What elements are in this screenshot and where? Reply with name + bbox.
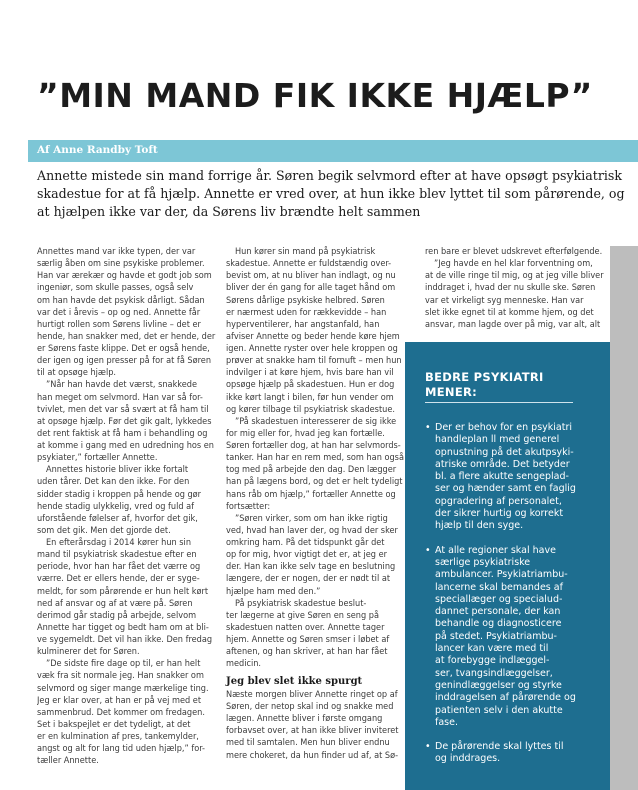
- fact-box: [405, 342, 610, 790]
- body-text-line: slet ikke egnet til at komme hjem, og det: [425, 307, 594, 318]
- body-text-line: ned af ansvar og af at være på. Søren: [37, 598, 193, 609]
- body-column-1: [37, 246, 237, 767]
- body-text-line: mand til psykiatrisk skadestue efter en: [37, 550, 197, 561]
- fact-box-item-line: genindlæggelser og styrke: [435, 679, 562, 691]
- fact-box-item-line: på stedet. Psykiatriambu-: [435, 630, 557, 642]
- body-text-line: mere chokeret, da hun finder ud af, at Sø-: [226, 750, 399, 761]
- body-text-line: omkring ham. På det tidspunkt går det: [226, 538, 385, 548]
- body-text-line: fortsætter:: [226, 501, 271, 512]
- fact-box-item-line: ser, tvangsindlæggelser,: [435, 667, 553, 679]
- body-text-line: medicin.: [226, 659, 262, 670]
- bullet-icon: •: [425, 422, 431, 433]
- body-text-line: angst og alt for lang tid uden hjælp,” for-: [37, 744, 205, 755]
- body-text-line: bliver der én gang for alle taget hånd om: [226, 283, 396, 294]
- body-text-line: om han havde det psykisk dårligt. Sådan: [37, 295, 205, 306]
- body-text-line: han meget om selvmord. Han var så for-: [37, 392, 203, 403]
- fact-box-list: [425, 422, 605, 778]
- fact-box-item: [425, 422, 605, 533]
- body-text-line: er en kulmination af pres, tankemylder,: [37, 732, 199, 742]
- fact-box-item-line: at forebygge indlæggel-: [435, 655, 550, 667]
- fact-box-item-line: behandle og diagnosticere: [435, 618, 562, 630]
- bullet-icon: •: [425, 741, 431, 753]
- fact-box-item-line: lancerne skal bemandes af: [435, 581, 563, 593]
- body-text-line: hjælpe ham med den.”: [226, 586, 321, 597]
- body-text-line: forbavset over, at han ikke bliver inviteret: [226, 726, 399, 737]
- fact-box-title: [425, 370, 544, 400]
- body-text-line: Søren, der netop skal ind og snakke med: [226, 702, 394, 712]
- fact-box-item-line: Der er behov for en psykiatri: [435, 422, 573, 433]
- body-text-line: periode, hvor han har fået det værre og: [37, 562, 201, 573]
- body-text-line: Hun kører sin mand på psykiatrisk: [235, 247, 376, 257]
- fact-box-item: [425, 741, 605, 766]
- body-text-line: uforstående følelser af, hvorfor det gik,: [37, 513, 198, 524]
- body-text-line: der. Han kan ikke selv tage en beslutning: [226, 562, 396, 573]
- body-text-line: ve sygemeldt. Det vil han ikke. Den fredag: [37, 635, 213, 645]
- body-text-line: tanker. Han har en rem med, som han også: [226, 453, 404, 464]
- body-text-line: hende, han snakker med, det er hende, der: [37, 331, 216, 342]
- body-text-line: væk fra sit normale jeg. Han snakker om: [37, 671, 204, 682]
- fact-box-item-line: der sikrer hurtig og korrekt: [435, 508, 564, 520]
- body-text-line: tog med på arbejde den dag. Den lægger: [226, 465, 397, 476]
- body-text-line: som det gik. Men det gjorde det.: [37, 525, 171, 536]
- body-text-line: kulminerer det for Søren.: [37, 647, 140, 658]
- body-text-line: Set i bakspejlet er det tydeligt, at det: [37, 719, 191, 730]
- body-text-line: derimod går stadig på arbejde, selvom: [37, 610, 197, 621]
- body-text-line: indvilger i at køre hjem, hvis bare han vil: [226, 368, 394, 379]
- body-text-line: opsøge hjælp på skadestuen. Hun er dog: [226, 380, 395, 391]
- body-text-line: Annettes historie bliver ikke fortalt: [46, 465, 189, 476]
- body-text-line: der igen og igen presser på for at få Søren: [37, 356, 212, 367]
- body-text-line: psykiater,” fortæller Annette.: [37, 453, 158, 464]
- body-text-line: Annettes mand var ikke typen, der var: [37, 247, 196, 257]
- fact-box-item-line: speciallæger og specialud-: [435, 593, 563, 605]
- fact-box-item-line: og inddrages.: [435, 753, 501, 765]
- body-text-line: aftenen, og han skriver, at han har fået: [226, 647, 388, 658]
- body-text-line: at komme i gang med en udredning hos en: [37, 441, 214, 451]
- body-text-line: til at opsøge hjælp.: [37, 368, 117, 379]
- body-text-line: med til samtalen. Men hun bliver endnu: [226, 738, 390, 749]
- body-text-line: han på lægens bord, og det er helt tydeligt: [226, 477, 403, 488]
- body-text-line: igen. Annette ryster over hele kroppen og: [226, 344, 398, 354]
- article-headline: ”MIN MAND FIK IKKE HJÆLP”: [37, 76, 593, 115]
- body-text-line: at de ville ringe til mig, og at jeg ville bliver: [425, 271, 604, 282]
- body-text-line: sidder stadig i kroppen på hende og gør: [37, 489, 202, 500]
- body-text-line: selvmord og siger mange mærkelige ting.: [37, 683, 209, 694]
- fact-box-item-line: bl. a flere akutte sengeplad-: [435, 471, 569, 483]
- fact-box-title-line: BEDRE PSYKIATRI: [425, 370, 544, 384]
- body-text-line: ”Søren virker, som om han ikke rigtig: [235, 513, 388, 524]
- body-text-line: afviser Annette og beder hende køre hjem: [226, 331, 400, 342]
- body-text-line: ansvar, man lagde over på mig, var alt, alt: [425, 319, 601, 330]
- body-text-line: værre. Det er ellers hende, der er syge-: [37, 574, 200, 585]
- body-text-line: sammenbrud. Det kommer om fredagen.: [37, 707, 205, 718]
- body-text-line: Annette har tigget og bedt ham om at bli-: [37, 622, 209, 633]
- body-text-line: inddraget i, hvad der nu skulle ske. Søren: [425, 283, 596, 294]
- body-text-line: hende stadig ulykkelig, vred og fuld af: [37, 501, 195, 512]
- fact-box-item-line: fase.: [435, 716, 458, 728]
- body-text-line: og kører tilbage til psykiatrisk skadestue.: [226, 404, 395, 415]
- body-text-line: tæller Annette.: [37, 756, 99, 767]
- fact-box-item-line: patienten selv i den akutte: [435, 704, 563, 716]
- body-text-line: var det i årevis – op og ned. Annette får: [37, 307, 201, 318]
- fact-box-divider: [425, 402, 573, 403]
- body-text-line: uden tårer. Det kan den ikke. For den: [37, 477, 190, 488]
- body-text-line: ”Når han havde det værst, snakkede: [46, 380, 197, 391]
- body-text-line: prøver at snakke ham til fornuft – men hun: [226, 356, 402, 367]
- body-text-line: ”På skadestuen interesserer de sig ikke: [235, 416, 397, 427]
- body-column-2: [226, 246, 426, 762]
- body-text-line: Søren fortæller dog, at han har selvmords-: [226, 441, 401, 451]
- body-text-line: ter lægerne at give Søren en seng på: [226, 610, 379, 621]
- body-text-line: at opsøge hjælp. Før det gik galt, lykkedes: [37, 416, 212, 427]
- body-text-line: hans råb om hjælp,” fortæller Annette og: [226, 489, 396, 500]
- body-text-line: var et virkeligt syg menneske. Han var: [425, 295, 584, 306]
- body-text-line: hjem. Annette og Søren smser i løbet af: [226, 635, 390, 645]
- bullet-icon: •: [425, 544, 431, 556]
- body-text-line: ren bare er blevet udskrevet efterfølgende.: [425, 247, 603, 257]
- fact-box-item: [425, 545, 605, 729]
- body-text-line: ”Jeg havde en hel klar forventning om,: [434, 259, 593, 270]
- body-text-line: længere, der er nogen, der er nødt til at: [226, 574, 391, 585]
- body-text-line: hyperventilerer, har angstanfald, han: [226, 319, 380, 330]
- body-text-line: ved, hvad han laver der, og hvad der sker: [226, 525, 398, 536]
- body-text-line: skadestue. Annette er fuldstændig over-: [226, 259, 392, 270]
- fact-box-item-line: opnustning på det akutpsyki-: [435, 446, 574, 458]
- body-text-line: hurtigt rollen som Sørens livline – det er: [37, 319, 201, 330]
- body-text-line: er nærmest uden for rækkevidde – han: [226, 307, 387, 318]
- fact-box-item-line: lancer kan være med til: [435, 643, 549, 655]
- body-text-line: Næste morgen bliver Annette ringet op af: [226, 689, 398, 700]
- body-text-line: Sørens dårlige psykiske helbred. Søren: [226, 295, 385, 306]
- fact-box-item-line: inddragelsen af pårørende og: [435, 692, 576, 704]
- body-text-line: for mig eller for, hvad jeg kan fortælle.: [226, 428, 385, 439]
- section-subheading: Jeg blev slet ikke spurgt: [226, 676, 363, 688]
- body-text-line: det rent faktisk at få ham i behandling og: [37, 428, 208, 439]
- body-text-line: En efterårsdag i 2014 kører hun sin: [46, 538, 192, 548]
- body-text-line: er Sørens faste klippe. Det er også hende,: [37, 344, 210, 354]
- body-text-line: ikke kørt langt i bilen, før hun vender om: [226, 392, 394, 403]
- body-column-3: [425, 246, 635, 331]
- body-text-line: meldt, for som pårørende er hun helt kørt: [37, 586, 209, 597]
- byline: Af Anne Randby Toft: [37, 144, 158, 156]
- fact-box-item-line: De pårørende skal lyttes til: [435, 741, 564, 753]
- fact-box-item-line: hjælp til den syge.: [435, 520, 524, 532]
- fact-box-item-line: ambulancer. Psykiatriambu-: [435, 569, 568, 581]
- fact-box-item-line: At alle regioner skal have: [435, 544, 556, 556]
- fact-box-item-line: særlige psykiatriske: [435, 556, 531, 568]
- body-text-line: særlig åben om sine psykiske problemer.: [37, 259, 205, 270]
- article-lead: Annette mistede sin mand forrige år. Søren begik selvmord efter at have opsøgt psykiatrisk skadestue for at få hjælp. Annette er vred over, at hun ikke blev lyttet til som pårørende, og at hjælpen ikke var der, da Sørens liv brændte helt sammen: [37, 168, 625, 219]
- body-text-line: lægen. Annette bliver i første omgang: [226, 714, 383, 725]
- fact-box-item-line: atriske område. Det betyder: [435, 458, 570, 470]
- fact-box-title-line: MENER:: [425, 385, 478, 399]
- fact-box-item-line: opgradering af personalet,: [435, 495, 562, 507]
- body-text-line: tvivlet, men det var så svært at få ham til: [37, 404, 209, 415]
- fact-box-item-line: dannet personale, der kan: [435, 606, 561, 618]
- body-text-line: Han var ærekær og havde et godt job som: [37, 271, 212, 282]
- fact-box-item-line: ser og hænder samt en faglig: [435, 483, 576, 495]
- body-text-line: Jeg er klar over, at han er på vej med et: [37, 695, 202, 706]
- body-text-line: ingeniør, som skulle passes, også selv: [37, 283, 194, 294]
- byline-bar: [28, 140, 638, 162]
- body-text-line: bevist om, at nu bliver han indlagt, og nu: [226, 271, 396, 282]
- fact-box-item-line: handleplan ll med generel: [435, 434, 560, 446]
- body-text-line: ”De sidste fire dage op til, er han helt: [46, 659, 201, 670]
- body-text-line: På psykiatrisk skadestue beslut-: [235, 598, 367, 609]
- body-text-line: skadestuen natten over. Annette tager: [226, 622, 385, 633]
- body-text-line: op for mig, hvor vigtigt det er, at jeg er: [226, 550, 387, 561]
